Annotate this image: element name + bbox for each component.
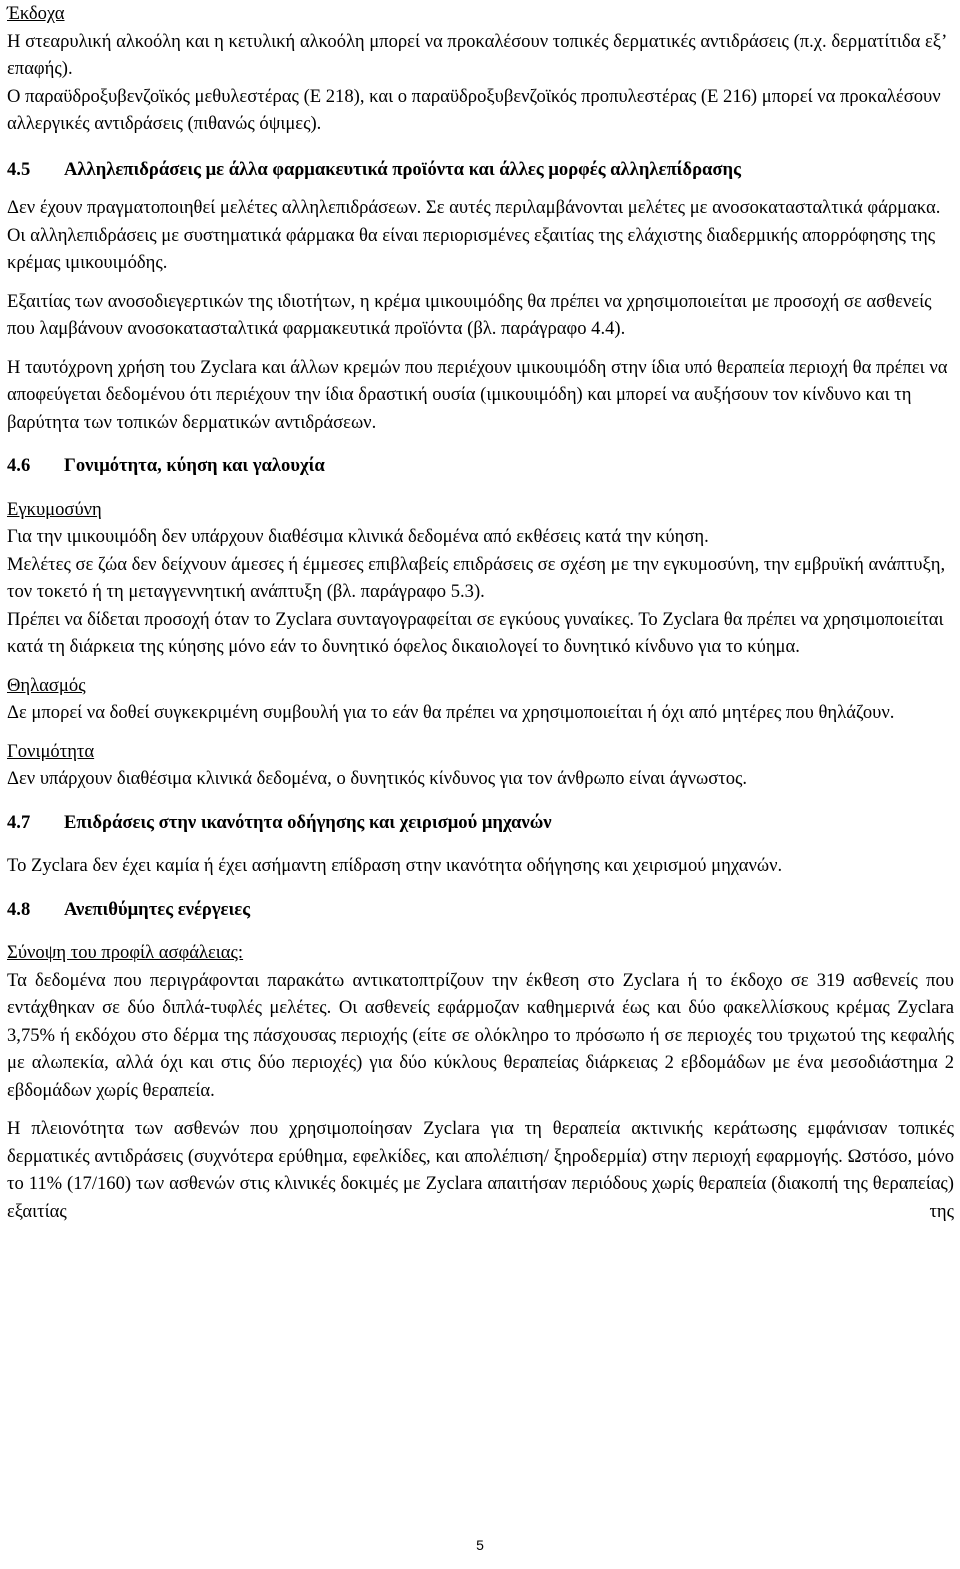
fertility-paragraph: Δεν υπάρχουν διαθέσιμα κλινικά δεδομένα, ο δυνητικός κίνδυνος για τον άνθρωπο είναι άγνωστος. — [7, 768, 748, 789]
lactation-paragraph: Δε μπορεί να δοθεί συγκεκριμένη συμβουλή για το εάν θα πρέπει να χρησιμοποιείται ή όχι από μητέρες που θηλάζουν. — [7, 702, 895, 723]
page-number: 5 — [476, 1537, 484, 1553]
s45-paragraph-3: Η ταυτόχρονη χρήση του Zyclara και άλλων κρεμών που περιέχουν ιμικουιμόδη στην ίδια υπό θεραπεία περιοχή θα πρέπει να αποφεύγεται δεδομένου ότι περιέχουν την ίδια δραστική ουσία (ιμικουιμόδη) και μπορεί να αυξήσουν τον κίνδυνο και τη βαρύτητα των τοπικών δερματικών αντιδράσεων. — [7, 356, 948, 433]
section-number: 4.5 — [7, 158, 31, 180]
section-4-5-heading — [7, 156, 954, 184]
pregnancy-paragraph-2: Μελέτες σε ζώα δεν δείχνουν άμεσες ή έμμεσες επιβλαβείς επιδράσεις σε σχέση με την εγκυμοσύνη, την εμβρυϊκή ανάπτυξη, τον τοκετό ή τη μεταγγεννητική ανάπτυξη (βλ. παράγραφο 5.3). — [7, 553, 946, 602]
section-number: 4.8 — [7, 898, 31, 920]
s48-paragraph-1: Τα δεδομένα που περιγράφονται παρακάτω αντικατοπτρίζουν την έκθεση στο Zyclara ή το έκδοχο σε 319 ασθενείς που εντάχθηκαν σε δύο διπλά-τυφλές μελέτες. Οι ασθενείς εφάρμοζαν καθημερινά έως και δύο φακελλίσκους κρέμας Zyclara 3,75% ή εκδόχου στο δέρμα της πάσχουσας περιοχής (είτε σε ολόκληρο το πρόσωπο ή σε περιοχές του τριχωτού της κεφαλής με αλωπεκία, αλλά όχι και στις δύο περιοχές) για δύο κύκλους θεραπείας διάρκειας 2 εβδομάδων με ένα μεσοδιάστημα 2 εβδομάδων χωρίς θεραπεία. — [7, 969, 954, 1101]
safety-summary-subtitle: Σύνοψη του προφίλ ασφάλειας: — [7, 942, 244, 963]
pregnancy-paragraph-1: Για την ιμικουιμόδη δεν υπάρχουν διαθέσιμα κλινικά δεδομένα από εκθέσεις κατά την κύηση. — [7, 526, 709, 547]
s48-paragraph-2: Η πλειονότητα των ασθενών που χρησιμοποίησαν Zyclara για τη θεραπεία ακτινικής κεράτωσης εμφάνισαν τοπικές δερματικές αντιδράσεις (συχνότερα ερύθημα, εφελκίδες, και απολέπιση/ ξηροδερμία) στην περιοχή εφαρμογής. Ωστόσο, μόνο το 11% (17/160) των ασθενών στις κλινικές δοκιμές με Zyclara απαιτήσαν περιόδους χωρίς θεραπεία (διακοπή της θεραπείας) εξαιτίας της — [7, 1118, 954, 1222]
section-4-7-heading — [7, 809, 954, 837]
section-title: Ανεπιθύμητες ενέργειες — [64, 898, 251, 920]
excipients-paragraph-1: Η στεαρυλική αλκοόλη και η κετυλική αλκοόλη μπορεί να προκαλέσουν τοπικές δερματικές αντιδράσεις (π.χ. δερματίτιδα εξ’ επαφής). — [7, 30, 946, 79]
excipients-paragraph-2: Ο παραϋδροξυβενζοϊκός μεθυλεστέρας (Ε 218), και ο παραϋδροξυβενζοϊκός προπυλεστέρας (Ε 216) μπορεί να προκαλέσουν αλλεργικές αντιδράσεις (πιθανώς όψιμες). — [7, 85, 941, 134]
pregnancy-subtitle: Εγκυμοσύνη — [7, 498, 102, 520]
section-number: 4.7 — [7, 811, 31, 833]
s45-paragraph-2: Εξαιτίας των ανοσοδιεγερτικών της ιδιοτήτων, η κρέμα ιμικουιμόδης θα πρέπει να χρησιμοποιείται με προσοχή σε ασθενείς που λαμβάνουν ανοσοκατασταλτικά φαρμακευτικά προϊόντα (βλ. παράγραφο 4.4). — [7, 290, 932, 339]
section-4-6-heading — [7, 452, 954, 480]
fertility-subtitle: Γονιμότητα — [7, 740, 95, 762]
excipients-title: Έκδοχα — [7, 3, 65, 24]
section-number: 4.6 — [7, 455, 31, 476]
s45-paragraph-1: Δεν έχουν πραγματοποιηθεί μελέτες αλληλεπιδράσεων. Σε αυτές περιλαμβάνονται μελέτες με ανοσοκατασταλτικά φάρμακα. Οι αλληλεπιδράσεις με συστηματικά φάρμακα θα είναι περιορισμένες εξαιτίας της ελάχιστης διαδερμικής απορρόφησης της κρέμας ιμικουιμόδης. — [7, 197, 941, 273]
section-title: Αλληλεπιδράσεις με άλλα φαρμακευτικά προϊόντα και άλλες μορφές αλληλεπίδρασης — [64, 158, 741, 180]
section-title: Επιδράσεις στην ικανότητα οδήγησης και χειρισμού μηχανών — [64, 811, 552, 833]
s47-paragraph: Το Zyclara δεν έχει καμία ή έχει ασήμαντη επίδραση στην ικανότητα οδήγησης και χειρισμού μηχανών. — [7, 855, 783, 876]
section-title: Γονιμότητα, κύηση και γαλουχία — [64, 455, 325, 476]
section-4-8-heading — [7, 896, 954, 924]
lactation-subtitle: Θηλασμός — [7, 674, 86, 696]
pregnancy-paragraph-3: Πρέπει να δίδεται προσοχή όταν το Zyclara συνταγογραφείται σε εγκύους γυναίκες. Το Zyclara θα πρέπει να χρησιμοποιείται κατά τη διάρκεια της κύησης μόνο εάν το δυνητικό όφελος δικαιολογεί το δυνητικό κίνδυνο για το κύημα. — [7, 608, 944, 657]
